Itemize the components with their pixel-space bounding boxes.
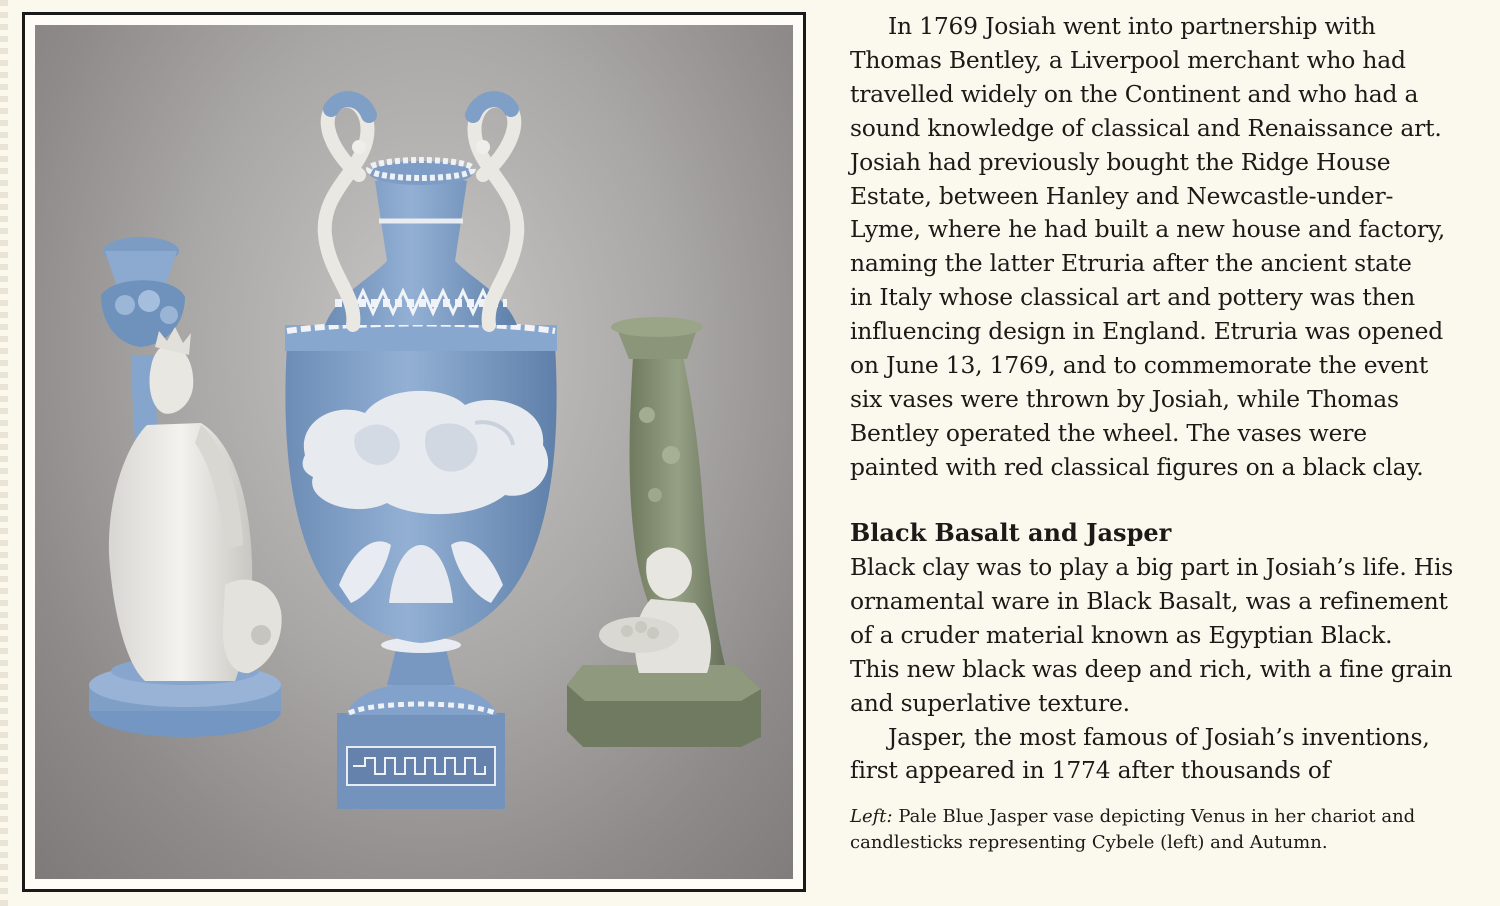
text-line: first appeared in 1774 after thousands of <box>850 756 1331 785</box>
article-paragraph-1 <box>850 10 1480 485</box>
page-edge <box>0 0 8 906</box>
cybele-candlestick <box>89 237 282 737</box>
text-line: on June 13, 1769, and to commemorate the event <box>850 351 1429 380</box>
text-line: in Italy whose classical art and pottery was then <box>850 283 1416 312</box>
text-line: painted with red classical figures on a black clay. <box>850 452 1424 481</box>
text-line: and superlative texture. <box>850 688 1130 717</box>
text-line: ornamental ware in Black Basalt, was a refinement <box>850 586 1448 615</box>
text-line: sound knowledge of classical and Renaissance art. <box>850 113 1442 142</box>
photo-frame <box>22 12 806 892</box>
section-heading: Black Basalt and Jasper <box>850 518 1172 547</box>
text-line: Bentley operated the wheel. The vases were <box>850 418 1367 447</box>
text-line: Jasper, the most famous of Josiah’s inventions, <box>888 722 1430 751</box>
text-line: This new black was deep and rich, with a fine grain <box>850 654 1453 683</box>
text-line: Estate, between Hanley and Newcastle-under- <box>850 181 1394 210</box>
photograph-jasper-vase-and-candlesticks <box>35 25 793 879</box>
venus-vase <box>285 99 557 809</box>
text-line: In 1769 Josiah went into partnership with <box>888 12 1376 40</box>
text-line: naming the latter Etruria after the ancient state <box>850 249 1412 278</box>
caption-label: Left: <box>850 806 893 827</box>
autumn-candlestick <box>567 317 761 747</box>
text-line: travelled widely on the Continent and who had a <box>850 79 1419 108</box>
text-line: influencing design in England. Etruria was opened <box>850 317 1444 346</box>
text-line: six vases were thrown by Josiah, while Thomas <box>850 384 1399 413</box>
caption-line-1: Pale Blue Jasper vase depicting Venus in her chariot and <box>898 806 1416 827</box>
caption-line-2: candlesticks representing Cybele (left) and Autumn. <box>850 832 1328 853</box>
photo-caption <box>850 804 1480 856</box>
photo-illustration <box>35 25 793 879</box>
text-line: Lyme, where he had built a new house and factory, <box>850 215 1445 244</box>
text-line: of a cruder material known as Egyptian Black. <box>850 620 1393 649</box>
article-paragraph-2 <box>850 551 1480 788</box>
text-line: Josiah had previously bought the Ridge House <box>850 147 1391 176</box>
text-line: Thomas Bentley, a Liverpool merchant who had <box>850 45 1406 74</box>
text-line: Black clay was to play a big part in Josiah’s life. His <box>850 553 1454 581</box>
